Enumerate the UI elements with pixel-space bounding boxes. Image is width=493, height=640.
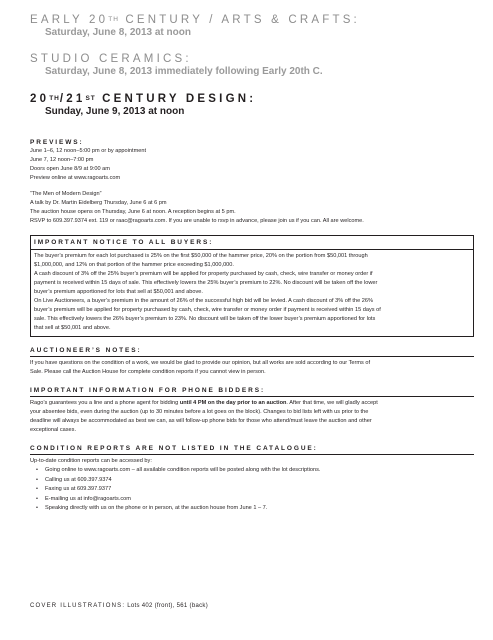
talk-line: RSVP to 609.397.9374 ext. 119 or raac@ragoarts.com. If you are unable to rsvp in advance, please join us if you can. All are welcome.: [30, 218, 364, 224]
talk-line: The auction house opens on Thursday, June 6 at noon. A reception begins at 5 pm.: [30, 209, 236, 215]
list-item: • Speaking directly with us on the phone or in person, at the auction house from June 1 – 7.: [30, 504, 474, 514]
session-design: [30, 93, 474, 118]
notice-line: that sell at $50,001 and above.: [34, 325, 111, 331]
notice-line: payment is received within 15 days of sale. This effectively lowers the 25% buyer’s premium to 22%. No discount will be taken off the lower: [34, 280, 378, 286]
session-date: Sunday, June 9, 2013 at noon: [45, 106, 185, 117]
session-studio-ceramics: [30, 53, 474, 78]
cover-illustrations-footer: COVER ILLUSTRATIONS: Lots 402 (front), 561 (back): [30, 603, 208, 609]
notice-line: buyer’s premium will be applied for property purchased by cash, check, wire transfer or money order if payment is received within 15 days of: [34, 307, 381, 313]
divider: [30, 454, 474, 455]
session-title: 20TH/21ST CENTURY DESIGN:: [30, 93, 257, 105]
notice-line: buyer’s premium apportioned for lots that sell at $50,001 and above.: [34, 289, 203, 295]
list-item: • Faxing us at 609.397.9377: [30, 485, 474, 495]
section-heading: PREVIEWS:: [30, 139, 84, 146]
note-line: Sale. Please call the Auction House for complete condition reports if you cannot view in person.: [30, 369, 266, 375]
notice-line: $1,000,000, and 12% on that portion of the hammer price exceeding $1,000,000.: [34, 262, 234, 268]
list-item: • Calling us at 609.397.9374: [30, 476, 474, 486]
session-early-20th: [30, 14, 474, 39]
previews-section: [30, 138, 474, 226]
session-date: Saturday, June 8, 2013 at noon: [45, 27, 191, 38]
notice-line: A cash discount of 3% off the 25% buyer’s premium will be applied for property purchased by cash, check, wire transfer or money order if: [34, 271, 373, 277]
phone-line: Rago’s guarantees you a line and a phone agent for bidding until 4 PM on the day prior to an auction. After that time, we will gladly accept: [30, 400, 378, 406]
notice-line: sale. This effectively lowers the 26% buyer’s premium to 23%. No discount will be taken off the lower buyer’s premium apportioned for lots: [34, 316, 376, 322]
phone-line: your absentee bids, even during the auction (up to 30 minutes before a lot goes on the block). Changes to bid lists left with us prior to the: [30, 409, 369, 415]
divider: [30, 356, 474, 357]
talk-line: A talk by Dr. Martin Eidelberg Thursday, June 6 at 6 pm: [30, 200, 167, 206]
section-heading: IMPORTANT NOTICE TO ALL BUYERS:: [34, 239, 214, 246]
preview-line: June 1–6, 12 noon–5:00 pm or by appointment: [30, 148, 146, 154]
section-heading: AUCTIONEER’S NOTES:: [30, 347, 142, 354]
condition-reports-section: [30, 444, 474, 514]
phone-bidders-section: [30, 386, 474, 435]
divider: [30, 396, 474, 397]
session-date: Saturday, June 8, 2013 immediately following Early 20th C.: [45, 66, 323, 77]
preview-line: June 7, 12 noon–7:00 pm: [30, 157, 94, 163]
preview-line: Preview online at www.ragoarts.com: [30, 175, 121, 181]
notice-line: The buyer’s premium for each lot purchased is 25% on the first $50,000 of the hammer price, 20% on the portion from $50,001 through: [34, 253, 368, 259]
section-heading: CONDITION REPORTS ARE NOT LISTED IN THE CATALOGUE:: [30, 445, 318, 452]
list-item: • E-mailing us at info@ragoarts.com: [30, 495, 474, 505]
condition-list: [30, 466, 474, 514]
note-line: If you have questions on the condition of a work, we would be glad to provide our opinion, but all works are sold according to our Terms of: [30, 360, 371, 366]
buyers-notice-box: [30, 235, 474, 337]
section-heading: IMPORTANT INFORMATION FOR PHONE BIDDERS:: [30, 387, 266, 394]
condition-intro: Up-to-date condition reports can be accessed by:: [30, 458, 152, 464]
auctioneer-notes-section: [30, 346, 474, 377]
catalogue-info-page: [30, 14, 474, 514]
talk-title: “The Men of Modern Design”: [30, 191, 102, 197]
session-title: STUDIO CERAMICS:: [30, 53, 192, 65]
divider: [31, 249, 473, 250]
list-item: • Going online to www.ragoarts.com – all available condition reports will be posted along with the lot descriptions.: [30, 466, 474, 476]
phone-line: exceptional cases.: [30, 427, 77, 433]
phone-line: deadline will always be accommodated as best we can, as will follow-up phone bids for those who attend/must leave the auction and other: [30, 418, 372, 424]
preview-line: Doors open June 8/9 at 9:00 am: [30, 166, 110, 172]
session-title: EARLY 20TH CENTURY / ARTS & CRAFTS:: [30, 14, 360, 26]
notice-line: On Live Auctioneers, a buyer’s premium in the amount of 26% of the successful high bid will be levied. A cash discount of 3% off the 26%: [34, 298, 373, 304]
